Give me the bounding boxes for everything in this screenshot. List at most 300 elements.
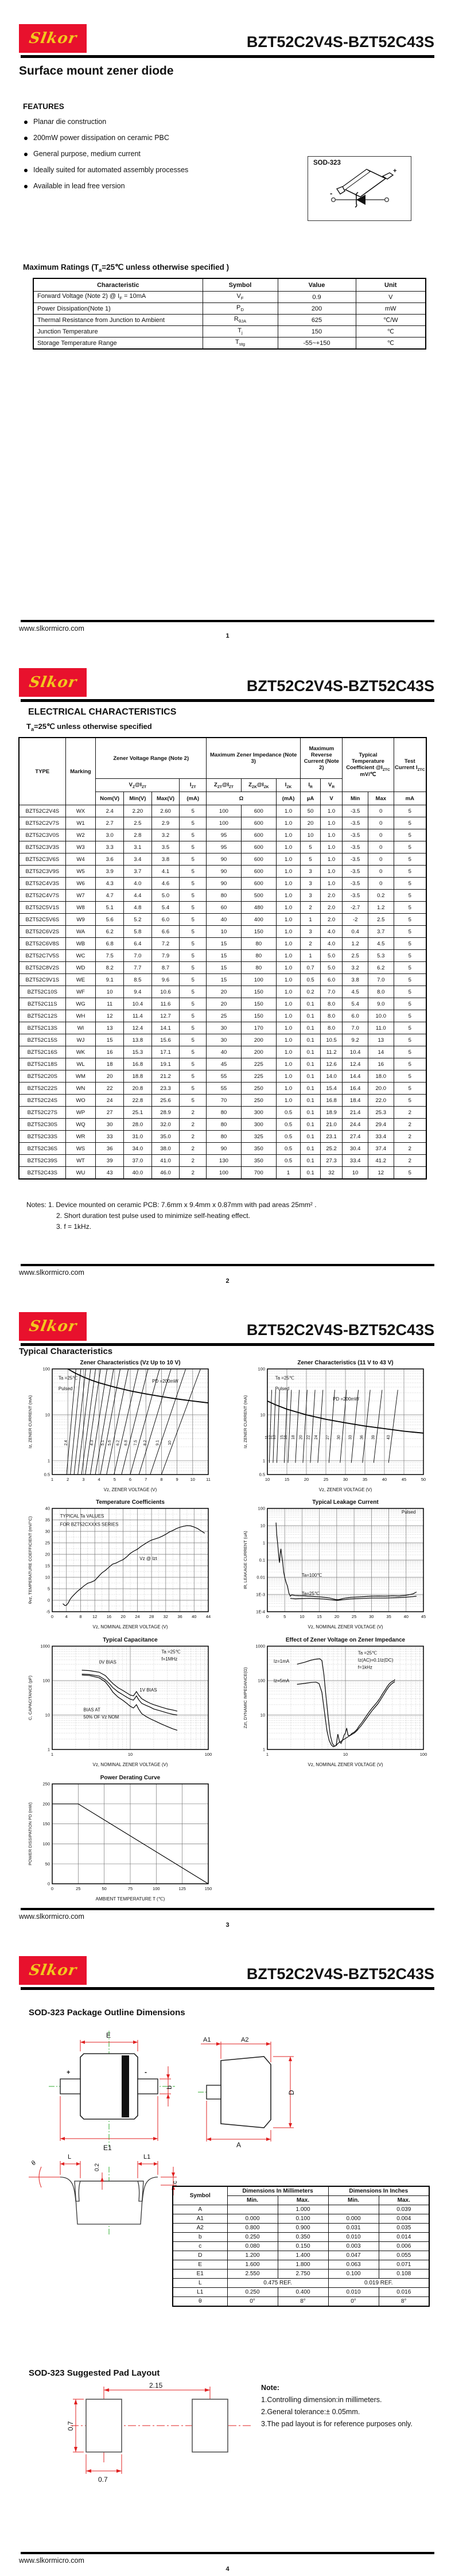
table-cell: 5 bbox=[180, 1046, 207, 1058]
table-cell: 2 bbox=[394, 1107, 426, 1119]
table-row bbox=[19, 878, 426, 890]
svg-text:43: 43 bbox=[386, 1435, 391, 1440]
svg-text:20: 20 bbox=[334, 1614, 340, 1619]
svg-text:Ta =25℃: Ta =25℃ bbox=[58, 1375, 78, 1381]
table-cell: 400 bbox=[241, 914, 276, 926]
svg-text:c: c bbox=[172, 2181, 178, 2184]
table-cell: 200 bbox=[241, 1046, 276, 1058]
table-cell: 2 bbox=[180, 1119, 207, 1131]
table-cell: 2.0 bbox=[320, 914, 343, 926]
package-outline-heading: SOD-323 Package Outline Dimensions bbox=[29, 2008, 185, 2018]
table-cell: 29.4 bbox=[368, 1119, 394, 1131]
table-cell: 6.0 bbox=[151, 914, 180, 926]
slkor-logo bbox=[19, 1956, 87, 1985]
table-cell: 15 bbox=[207, 962, 242, 974]
table-cell: 5.4 bbox=[151, 902, 180, 914]
table-cell: $T_{stg}$ bbox=[203, 337, 278, 350]
svg-text:1E-4: 1E-4 bbox=[256, 1609, 265, 1615]
table-cell: 1.0 bbox=[276, 974, 301, 986]
svg-text:Typical Leakage Current: Typical Leakage Current bbox=[312, 1499, 379, 1506]
table-cell: 5 bbox=[180, 854, 207, 866]
table-cell: 14.1 bbox=[151, 1022, 180, 1034]
table-cell: 6.4 bbox=[124, 938, 152, 950]
table-cell: 600 bbox=[241, 878, 276, 890]
svg-text:11: 11 bbox=[206, 1477, 211, 1482]
svg-text:20: 20 bbox=[120, 1614, 126, 1619]
table-cell: 18.8 bbox=[124, 1070, 152, 1083]
svg-text:40: 40 bbox=[192, 1614, 197, 1619]
table-cell: 1 bbox=[301, 914, 320, 926]
table-row bbox=[19, 1119, 426, 1131]
electrical-characteristics-table bbox=[18, 737, 427, 1180]
max-ratings-table bbox=[33, 278, 426, 350]
svg-text:15: 15 bbox=[280, 1435, 285, 1440]
table-cell: 11.4 bbox=[124, 1010, 152, 1022]
svg-text:12: 12 bbox=[269, 1435, 273, 1440]
table-cell: θ bbox=[173, 2297, 227, 2307]
table-cell: 600 bbox=[241, 841, 276, 854]
table-cell: 16 bbox=[96, 1046, 124, 1058]
svg-text:Pulsed: Pulsed bbox=[275, 1386, 290, 1391]
svg-text:100: 100 bbox=[204, 1752, 212, 1757]
svg-text:40: 40 bbox=[45, 1506, 50, 1511]
table-row bbox=[19, 1095, 426, 1107]
svg-text:24: 24 bbox=[135, 1614, 140, 1619]
table-cell: 7.0 bbox=[124, 950, 152, 962]
table-cell: 25.3 bbox=[368, 1107, 394, 1119]
table-cell: 15.4 bbox=[320, 1083, 343, 1095]
table-cell: 9.0 bbox=[368, 998, 394, 1010]
table-cell: BZT52C5V1S bbox=[19, 902, 65, 914]
table-cell: 2.8 bbox=[124, 829, 152, 841]
column-header: (mA) bbox=[180, 792, 207, 805]
table-cell: BZT52C3V9S bbox=[19, 866, 65, 878]
table-cell: 25.6 bbox=[151, 1095, 180, 1107]
table-cell: 225 bbox=[241, 1058, 276, 1070]
table-cell: 9.1 bbox=[96, 974, 124, 986]
table-cell: 41.2 bbox=[368, 1155, 394, 1167]
table-cell: 17.1 bbox=[151, 1046, 180, 1058]
table-cell: 0.1 bbox=[301, 1131, 320, 1143]
table-cell: 40 bbox=[207, 914, 242, 926]
svg-text:10: 10 bbox=[343, 1752, 348, 1757]
table-cell: 0.1 bbox=[301, 1022, 320, 1034]
table-cell: 5 bbox=[180, 986, 207, 998]
table-row bbox=[19, 1131, 426, 1143]
table-cell: 22 bbox=[96, 1083, 124, 1095]
table-cell: 20.8 bbox=[124, 1083, 152, 1095]
table-cell: 8.5 bbox=[124, 974, 152, 986]
table-cell: 300 bbox=[241, 1107, 276, 1119]
table-cell: -3.5 bbox=[343, 890, 368, 902]
table-cell: 20 bbox=[207, 986, 242, 998]
table-row bbox=[19, 926, 426, 938]
table-cell: 0.019 REF. bbox=[328, 2279, 429, 2288]
table-cell: 5 bbox=[394, 1083, 426, 1095]
table-row bbox=[173, 2233, 429, 2242]
table-cell: 300 bbox=[241, 1119, 276, 1131]
table-cell: 24 bbox=[96, 1095, 124, 1107]
table-cell: 10 bbox=[96, 986, 124, 998]
table-row bbox=[19, 1022, 426, 1034]
table-cell: 0.000 bbox=[227, 2214, 278, 2224]
table-cell: 7.7 bbox=[124, 962, 152, 974]
svg-text:45: 45 bbox=[401, 1477, 407, 1482]
table-cell: 14.4 bbox=[343, 1070, 368, 1083]
table-cell: 2.20 bbox=[124, 805, 152, 817]
svg-text:0V BIAS: 0V BIAS bbox=[99, 1659, 116, 1665]
table-cell: 34.0 bbox=[124, 1143, 152, 1155]
column-header: Ω bbox=[207, 792, 277, 805]
svg-text:5.6: 5.6 bbox=[108, 1440, 112, 1446]
table-cell: 2 bbox=[394, 1155, 426, 1167]
svg-text:15: 15 bbox=[284, 1477, 290, 1482]
table-row bbox=[19, 950, 426, 962]
svg-text:Iz, ZENER CURRENT (mA): Iz, ZENER CURRENT (mA) bbox=[28, 1395, 33, 1449]
table-cell: WA bbox=[65, 926, 96, 938]
notes-label: Notes: bbox=[26, 1201, 46, 1209]
table-cell: E1 bbox=[173, 2269, 227, 2279]
table-cell: 200 bbox=[278, 303, 356, 315]
svg-text:10: 10 bbox=[190, 1477, 195, 1482]
table-cell: WN bbox=[65, 1083, 96, 1095]
table-cell: 10 bbox=[207, 926, 242, 938]
table-cell: 3.4 bbox=[124, 854, 152, 866]
table-cell: WJ bbox=[65, 1034, 96, 1046]
table-cell: 1.0 bbox=[276, 902, 301, 914]
table-cell: WC bbox=[65, 950, 96, 962]
table-cell: 4.4 bbox=[124, 890, 152, 902]
table-row bbox=[19, 1155, 426, 1167]
table-cell: ℃ bbox=[356, 337, 426, 350]
table-cell: 0.7 bbox=[301, 962, 320, 974]
table-cell: 1.0 bbox=[276, 854, 301, 866]
table-cell: 5 bbox=[180, 841, 207, 854]
table-cell: 5 bbox=[394, 890, 426, 902]
table-cell: 20 bbox=[96, 1070, 124, 1083]
table-cell: 5 bbox=[394, 854, 426, 866]
table-cell: WO bbox=[65, 1095, 96, 1107]
table-cell: 2 bbox=[180, 1131, 207, 1143]
table-cell: 325 bbox=[241, 1131, 276, 1143]
table-cell: 5 bbox=[394, 1022, 426, 1034]
svg-text:50: 50 bbox=[45, 1861, 50, 1867]
table-cell: 0 bbox=[368, 805, 394, 817]
column-header: $I_R$ bbox=[301, 779, 320, 792]
column-header: Min bbox=[343, 792, 368, 805]
svg-text:5: 5 bbox=[113, 1477, 116, 1482]
table-cell: WG bbox=[65, 998, 96, 1010]
table-cell: 2.0 bbox=[320, 890, 343, 902]
svg-text:8.2: 8.2 bbox=[143, 1440, 147, 1446]
table-row bbox=[33, 315, 426, 326]
table-cell: WF bbox=[65, 986, 96, 998]
table-cell: 1.0 bbox=[276, 1046, 301, 1058]
table-cell: W1 bbox=[65, 817, 96, 829]
table-cell: 1.200 bbox=[227, 2251, 278, 2260]
table-cell: BZT52C6V8S bbox=[19, 938, 65, 950]
table-row bbox=[19, 1046, 426, 1058]
svg-text:FOR BZT52CXXXS SERIES: FOR BZT52CXXXS SERIES bbox=[60, 1522, 119, 1527]
table-cell: 0.016 bbox=[379, 2288, 429, 2297]
svg-text:Iz=5mA: Iz=5mA bbox=[273, 1678, 290, 1683]
table-cell: 2 bbox=[180, 1155, 207, 1167]
table-cell: 21.0 bbox=[320, 1119, 343, 1131]
notes-block bbox=[26, 1200, 317, 1232]
table-cell: 5 bbox=[180, 829, 207, 841]
svg-text:50: 50 bbox=[421, 1477, 426, 1482]
table-cell: 8.0 bbox=[320, 1010, 343, 1022]
doc-title: BZT52C2V4S-BZT52C43S bbox=[246, 677, 434, 695]
bullet-icon bbox=[24, 169, 28, 172]
table-cell: 625 bbox=[278, 315, 356, 326]
table-cell: 16.4 bbox=[343, 1083, 368, 1095]
table-cell: 9.4 bbox=[124, 986, 152, 998]
table-cell: 1.2 bbox=[343, 938, 368, 950]
svg-text:11: 11 bbox=[265, 1435, 269, 1440]
table-cell: 21.4 bbox=[343, 1107, 368, 1119]
table-cell: 5 bbox=[180, 962, 207, 974]
column-header: Max. bbox=[379, 2196, 429, 2205]
table-cell: 5.2 bbox=[124, 914, 152, 926]
svg-text:Zener Characteristics (Vz Up t: Zener Characteristics (Vz Up to 10 V) bbox=[80, 1360, 181, 1366]
table-cell: 0.1 bbox=[301, 1083, 320, 1095]
table-cell: 3 bbox=[301, 926, 320, 938]
table-cell: BZT52C18S bbox=[19, 1058, 65, 1070]
table-cell: 13 bbox=[96, 1022, 124, 1034]
table-cell: 5 bbox=[394, 1095, 426, 1107]
svg-text:3: 3 bbox=[82, 1477, 85, 1482]
table-cell: 3.2 bbox=[151, 829, 180, 841]
table-row bbox=[33, 292, 426, 303]
table-cell: 0.5 bbox=[276, 1107, 301, 1119]
table-cell: 13.8 bbox=[124, 1034, 152, 1046]
table-cell: -2.7 bbox=[343, 902, 368, 914]
table-cell: 39 bbox=[96, 1155, 124, 1167]
svg-text:15: 15 bbox=[45, 1563, 50, 1569]
header-rule bbox=[21, 699, 434, 702]
table-cell: 3 bbox=[301, 878, 320, 890]
chart-typical-capacitance bbox=[26, 1635, 215, 1769]
svg-text:8: 8 bbox=[160, 1477, 163, 1482]
table-cell: 10 bbox=[301, 829, 320, 841]
table-cell: 5 bbox=[394, 1034, 426, 1046]
table-cell: 12 bbox=[96, 1010, 124, 1022]
table-cell: 5.8 bbox=[124, 926, 152, 938]
table-cell: 12.4 bbox=[343, 1058, 368, 1070]
feature-item: Planar die construction bbox=[33, 118, 107, 126]
table-cell: 1.0 bbox=[276, 998, 301, 1010]
table-cell: A1 bbox=[173, 2214, 227, 2224]
feature-item: General purpose, medium current bbox=[33, 150, 141, 158]
page-number: 1 bbox=[225, 633, 230, 639]
table-cell: 0.4 bbox=[343, 926, 368, 938]
svg-text:36: 36 bbox=[177, 1614, 182, 1619]
table-cell: 2 bbox=[394, 1119, 426, 1131]
table-cell: 0.475 REF. bbox=[227, 2279, 328, 2288]
table-cell: 3.1 bbox=[124, 841, 152, 854]
svg-text:100: 100 bbox=[419, 1752, 427, 1757]
table-cell: 350 bbox=[241, 1143, 276, 1155]
table-cell: 2 bbox=[301, 902, 320, 914]
table-cell: 5.6 bbox=[96, 914, 124, 926]
svg-text:0: 0 bbox=[266, 1614, 269, 1619]
table-cell: 6.2 bbox=[368, 962, 394, 974]
table-cell: 4.1 bbox=[151, 866, 180, 878]
table-cell: BZT52C30S bbox=[19, 1119, 65, 1131]
table-cell: BZT52C20S bbox=[19, 1070, 65, 1083]
note-line: 3.The pad layout is for reference purposes only. bbox=[261, 2420, 413, 2428]
svg-text:4: 4 bbox=[98, 1477, 100, 1482]
table-cell: 5 bbox=[301, 854, 320, 866]
table-cell: W3 bbox=[65, 841, 96, 854]
svg-text:0: 0 bbox=[47, 1597, 50, 1603]
table-cell: 0 bbox=[368, 866, 394, 878]
table-cell: 30 bbox=[207, 1022, 242, 1034]
svg-text:10: 10 bbox=[45, 1574, 50, 1580]
table-row bbox=[19, 1070, 426, 1083]
table-cell: 23.1 bbox=[320, 1131, 343, 1143]
table-cell: 5 bbox=[180, 890, 207, 902]
svg-text:13: 13 bbox=[273, 1435, 277, 1440]
slkor-logo bbox=[19, 668, 87, 697]
table-cell: 0.1 bbox=[301, 998, 320, 1010]
table-cell: 3.8 bbox=[151, 854, 180, 866]
table-cell: 11.6 bbox=[151, 998, 180, 1010]
svg-text:5: 5 bbox=[47, 1586, 50, 1592]
table-cell: 33 bbox=[96, 1131, 124, 1143]
table-cell: 5 bbox=[180, 1010, 207, 1022]
table-cell: WB bbox=[65, 938, 96, 950]
svg-text:12: 12 bbox=[92, 1614, 98, 1619]
table-cell: 15 bbox=[96, 1034, 124, 1046]
table-cell: 5 bbox=[180, 1083, 207, 1095]
table-cell: 6.0 bbox=[320, 974, 343, 986]
table-cell: 24.4 bbox=[343, 1119, 368, 1131]
svg-text:20: 20 bbox=[304, 1477, 309, 1482]
table-cell: W6 bbox=[65, 878, 96, 890]
test-condition: $T_a=25℃$ unless otherwise specified bbox=[26, 722, 152, 732]
svg-text:100: 100 bbox=[42, 1841, 50, 1846]
table-cell: 1.0 bbox=[276, 841, 301, 854]
svg-text:33: 33 bbox=[348, 1435, 353, 1440]
table-cell: 8.2 bbox=[96, 962, 124, 974]
table-row bbox=[19, 1034, 426, 1046]
table-cell: Junction Temperature bbox=[33, 326, 203, 337]
table-cell: 4.0 bbox=[320, 926, 343, 938]
slkor-logo-text: Slkor bbox=[27, 1962, 79, 1979]
table-cell: WD bbox=[65, 962, 96, 974]
column-header: TYPE bbox=[19, 738, 65, 805]
table-cell: -3.5 bbox=[343, 878, 368, 890]
table-cell: 2 bbox=[394, 1131, 426, 1143]
table-cell: 0.1 bbox=[301, 1167, 320, 1180]
table-cell: 600 bbox=[241, 866, 276, 878]
table-cell: -3.5 bbox=[343, 829, 368, 841]
slkor-logo-text: Slkor bbox=[27, 30, 79, 47]
table-cell: 350 bbox=[241, 1155, 276, 1167]
table-cell: 5 bbox=[180, 1095, 207, 1107]
svg-text:30: 30 bbox=[337, 1435, 341, 1440]
table-cell: $T_j$ bbox=[203, 326, 278, 337]
table-cell: BZT52C36S bbox=[19, 1143, 65, 1155]
table-cell: 11.0 bbox=[368, 1022, 394, 1034]
bullet-icon bbox=[24, 153, 28, 156]
table-cell: 5 bbox=[394, 998, 426, 1010]
svg-text:150: 150 bbox=[42, 1821, 50, 1827]
svg-text:125: 125 bbox=[178, 1886, 186, 1891]
table-cell: 30 bbox=[96, 1119, 124, 1131]
table-cell: 5 bbox=[394, 926, 426, 938]
table-cell: 14 bbox=[368, 1046, 394, 1058]
package-lead-profile-drawing bbox=[29, 2150, 189, 2241]
table-cell: 8.7 bbox=[151, 962, 180, 974]
table-cell: 7.0 bbox=[368, 974, 394, 986]
column-header: Typical Temperature Coefficient $@I_{ZTC}$ mV/℃ bbox=[343, 738, 394, 792]
column-header: $Z_{ZK}@I_{ZK}$ bbox=[241, 779, 276, 792]
website-url: www.slkormicro.com bbox=[19, 624, 84, 633]
table-cell: 10 bbox=[343, 1167, 368, 1180]
svg-text:C, CAPACITANCE (pF): C, CAPACITANCE (pF) bbox=[28, 1675, 33, 1720]
bullet-icon bbox=[24, 137, 28, 140]
svg-text:L1: L1 bbox=[143, 2154, 151, 2160]
feature-item: Ideally suited for automated assembly processes bbox=[33, 166, 189, 174]
table-cell: BZT52C9V1S bbox=[19, 974, 65, 986]
table-cell: 2 bbox=[301, 938, 320, 950]
column-header: V bbox=[320, 792, 343, 805]
table-cell: 0.9 bbox=[278, 292, 356, 303]
svg-text:10: 10 bbox=[168, 1440, 172, 1445]
table-cell: W2 bbox=[65, 829, 96, 841]
table-cell: 225 bbox=[241, 1070, 276, 1083]
table-cell: BZT52C3V0S bbox=[19, 829, 65, 841]
svg-text:f=1kHz: f=1kHz bbox=[357, 1665, 372, 1670]
table-cell: 5.0 bbox=[320, 962, 343, 974]
table-cell: 5 bbox=[394, 1010, 426, 1022]
column-header: Min. bbox=[328, 2196, 379, 2205]
svg-text:40: 40 bbox=[382, 1477, 387, 1482]
svg-text:f=1MHz: f=1MHz bbox=[161, 1656, 178, 1662]
table-cell: 5 bbox=[180, 974, 207, 986]
svg-text:100: 100 bbox=[258, 1678, 265, 1683]
table-cell: 0.080 bbox=[227, 2242, 278, 2251]
table-cell: BZT52C7V5S bbox=[19, 950, 65, 962]
table-cell: 95 bbox=[207, 829, 242, 841]
table-cell: 1.0 bbox=[320, 829, 343, 841]
table-cell: 8° bbox=[278, 2297, 328, 2307]
table-row bbox=[173, 2251, 429, 2260]
table-cell: 80 bbox=[207, 1131, 242, 1143]
footer-rule bbox=[21, 1264, 434, 1266]
table-cell: WP bbox=[65, 1107, 96, 1119]
table-cell: 40.0 bbox=[124, 1167, 152, 1180]
svg-text:8: 8 bbox=[79, 1614, 82, 1619]
table-row bbox=[19, 805, 426, 817]
table-cell: 5 bbox=[180, 805, 207, 817]
table-cell: 22.0 bbox=[368, 1095, 394, 1107]
table-cell: 90 bbox=[207, 866, 242, 878]
table-cell: BZT52C6V2S bbox=[19, 926, 65, 938]
table-cell: 15 bbox=[207, 950, 242, 962]
table-cell: 0.1 bbox=[301, 1119, 320, 1131]
column-header: Dimensions In Inches bbox=[328, 2186, 429, 2196]
table-row bbox=[173, 2224, 429, 2233]
column-header: Zener Voltage Range (Note 2) bbox=[96, 738, 207, 779]
table-cell: BZT52C39S bbox=[19, 1155, 65, 1167]
table-cell: $R_{\theta JA}$ bbox=[203, 315, 278, 326]
svg-text:IR, LEAKAGE CURRENT (uA): IR, LEAKAGE CURRENT (uA) bbox=[243, 1531, 248, 1589]
table-cell: 5 bbox=[180, 914, 207, 926]
